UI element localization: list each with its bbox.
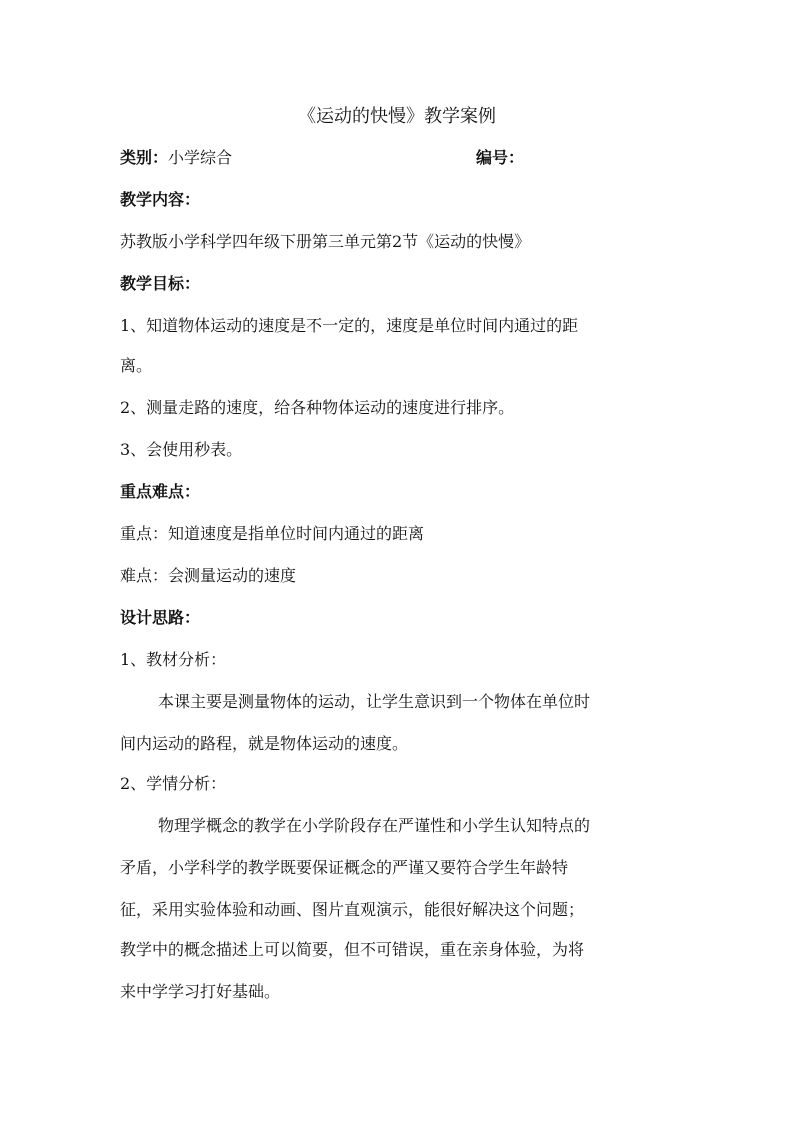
category-label: 类别： <box>120 148 169 167</box>
content-text: 苏教版小学科学四年级下册第三单元第2节《运动的快慢》 <box>120 232 531 251</box>
category-field <box>120 148 232 168</box>
analysis-2-line-1: 物理学概念的教学在小学阶段存在严谨性和小学生认知特点的 <box>158 816 591 835</box>
number-label: 编号： <box>476 148 525 167</box>
goal-2: 2、测量走路的速度，给各种物体运动的速度进行排序。 <box>120 398 515 417</box>
goal-3: 3、会使用秒表。 <box>120 440 243 459</box>
difficult-point: 难点：会测量运动的速度 <box>120 566 297 585</box>
goal-1-line-2: 离。 <box>120 356 153 375</box>
analysis-2-heading: 2、学情分析： <box>120 774 227 793</box>
key-point: 重点：知道速度是指单位时间内通过的距离 <box>120 524 425 543</box>
design-heading: 设计思路： <box>120 608 201 627</box>
document-title: 《运动的快慢》教学案例 <box>298 106 496 127</box>
analysis-1-line-2: 间内运动的路程，就是物体运动的速度。 <box>120 734 409 753</box>
analysis-2-line-5: 来中学学习打好基础。 <box>120 982 281 1001</box>
category-value: 小学综合 <box>168 148 233 167</box>
meta-row <box>120 148 680 170</box>
analysis-1-line-1: 本课主要是测量物体的运动，让学生意识到一个物体在单位时 <box>158 692 591 711</box>
key-heading: 重点难点： <box>120 482 201 501</box>
content-heading: 教学内容： <box>120 190 201 209</box>
goals-heading: 教学目标： <box>120 274 201 293</box>
analysis-1-heading: 1、教材分析： <box>120 650 227 669</box>
number-field <box>476 148 524 168</box>
analysis-2-line-2: 矛盾，小学科学的教学既要保证概念的严谨又要符合学生年龄特 <box>120 858 569 877</box>
analysis-2-line-4: 教学中的概念描述上可以简要，但不可错误，重在亲身体验，为将 <box>120 940 585 959</box>
analysis-2-line-3: 征，采用实验体验和动画、图片直观演示，能很好解决这个问题； <box>120 900 585 919</box>
goal-1-line-1: 1、知道物体运动的速度是不一定的，速度是单位时间内通过的距 <box>120 316 579 335</box>
